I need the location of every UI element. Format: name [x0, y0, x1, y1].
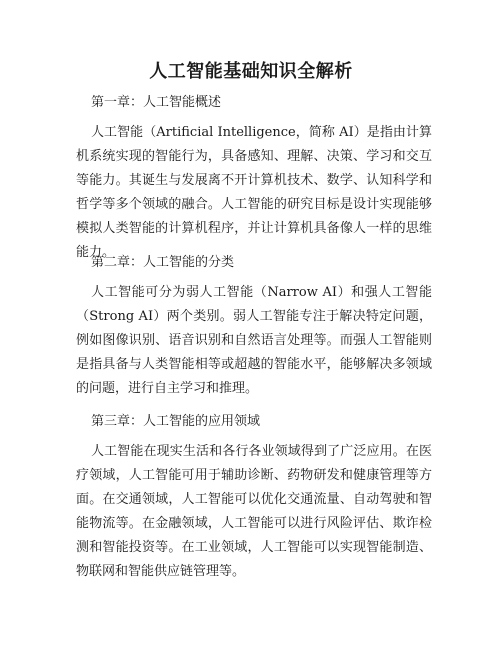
section-heading-2: 第二章：人工智能的分类	[91, 255, 235, 270]
document-title: 人工智能基础知识全解析	[149, 61, 353, 82]
section-heading-1: 第一章：人工智能概述	[91, 95, 222, 110]
section-heading-3: 第三章：人工智能的应用领域	[91, 414, 261, 429]
section-paragraph-2: 人工智能可分为弱人工智能（Narrow AI）和强人工智能（Strong AI）两个类别。弱人工智能专注于解决特定问题，例如图像识别、语音识别和自然语言处理等。而强人工智能则是指具备与人类智能相等或超越的智能水平，能够解决多领域的问题，进行自主学习和推理。	[76, 285, 432, 396]
section-paragraph-3: 人工智能在现实生活和各行各业领域得到了广泛应用。在医疗领域，人工智能可用于辅助诊断、药物研发和健康管理等方面。在交通领域，人工智能可以优化交通流量、自动驾驶和智能物流等。在金融领域，人工智能可以进行风险评估、欺诈检测和智能投资等。在工业领域，人工智能可以实现智能制造、物联网和智能供应链管理等。	[76, 444, 432, 579]
section-paragraph-1: 人工智能（Artificial Intelligence，简称 AI）是指由计算机系统实现的智能行为，具备感知、理解、决策、学习和交互等能力。其诞生与发展离不开计算机技术、数学、认知科学和哲学等多个领域的融合。人工智能的研究目标是设计实现能够模拟人类智能的计算机程序，并让计算机具备像人一样的思维能力。	[76, 125, 432, 260]
